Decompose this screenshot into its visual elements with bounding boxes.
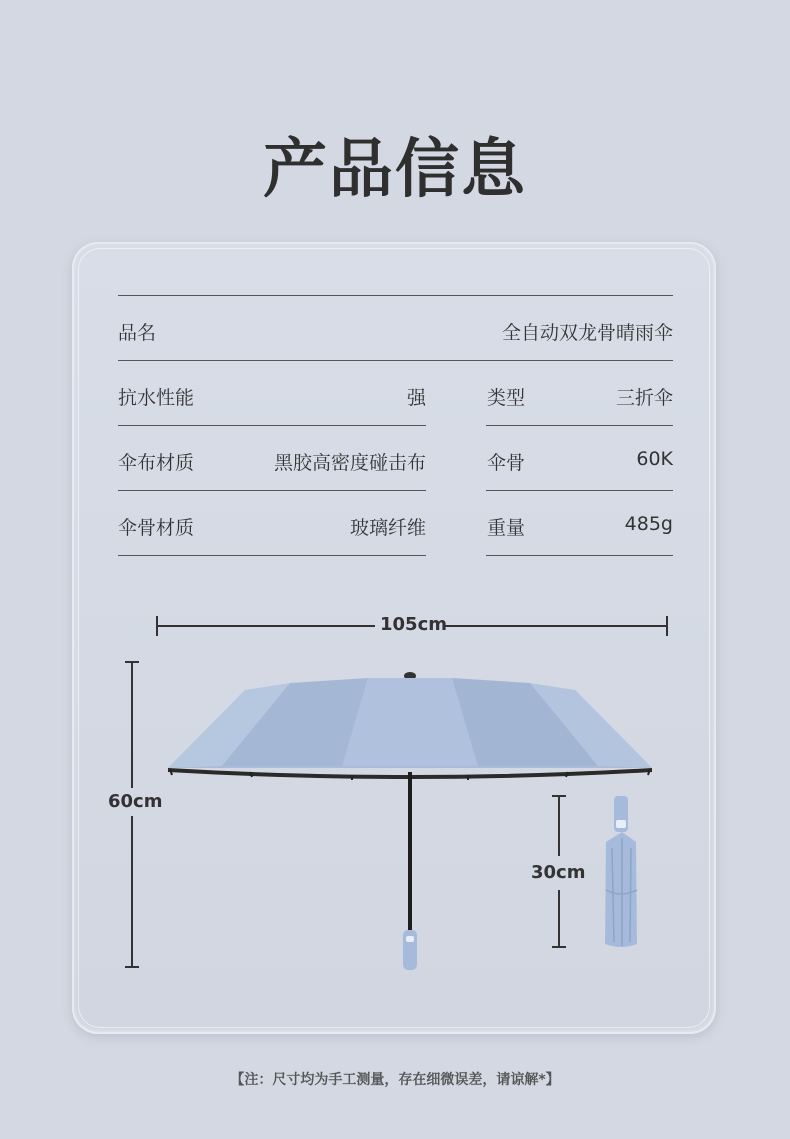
folded-height-label: 30cm (531, 862, 586, 883)
spec-label-name: 品名 (118, 322, 157, 344)
spec-label-type: 类型 (487, 387, 526, 409)
measurement-note: 【注：尺寸均为手工测量，存在细微误差，请谅解*】 (230, 1072, 560, 1088)
spec-label-weight: 重量 (487, 517, 526, 539)
spec-value-ribs: 60K (636, 448, 673, 470)
open-umbrella (168, 672, 652, 970)
open-height-label: 60cm (108, 791, 163, 812)
spec-label-waterproof: 抗水性能 (118, 387, 195, 409)
spec-label-fabric: 伞布材质 (118, 452, 195, 474)
open-height-dimension-line (125, 662, 139, 967)
spec-value-type: 三折伞 (615, 387, 673, 409)
spec-value-name: 全自动双龙骨晴雨伞 (501, 322, 673, 344)
page-title: 产品信息 (263, 133, 527, 207)
spec-value-rib-material: 玻璃纤维 (349, 517, 426, 539)
spec-value-fabric: 黑胶高密度碰击布 (273, 452, 426, 474)
width-label: 105cm (380, 614, 447, 635)
spec-label-rib-material: 伞骨材质 (118, 517, 195, 539)
folded-umbrella (605, 796, 637, 947)
spec-value-weight: 485g (624, 513, 673, 535)
spec-label-ribs: 伞骨 (487, 452, 526, 474)
spec-value-waterproof: 强 (406, 387, 426, 409)
